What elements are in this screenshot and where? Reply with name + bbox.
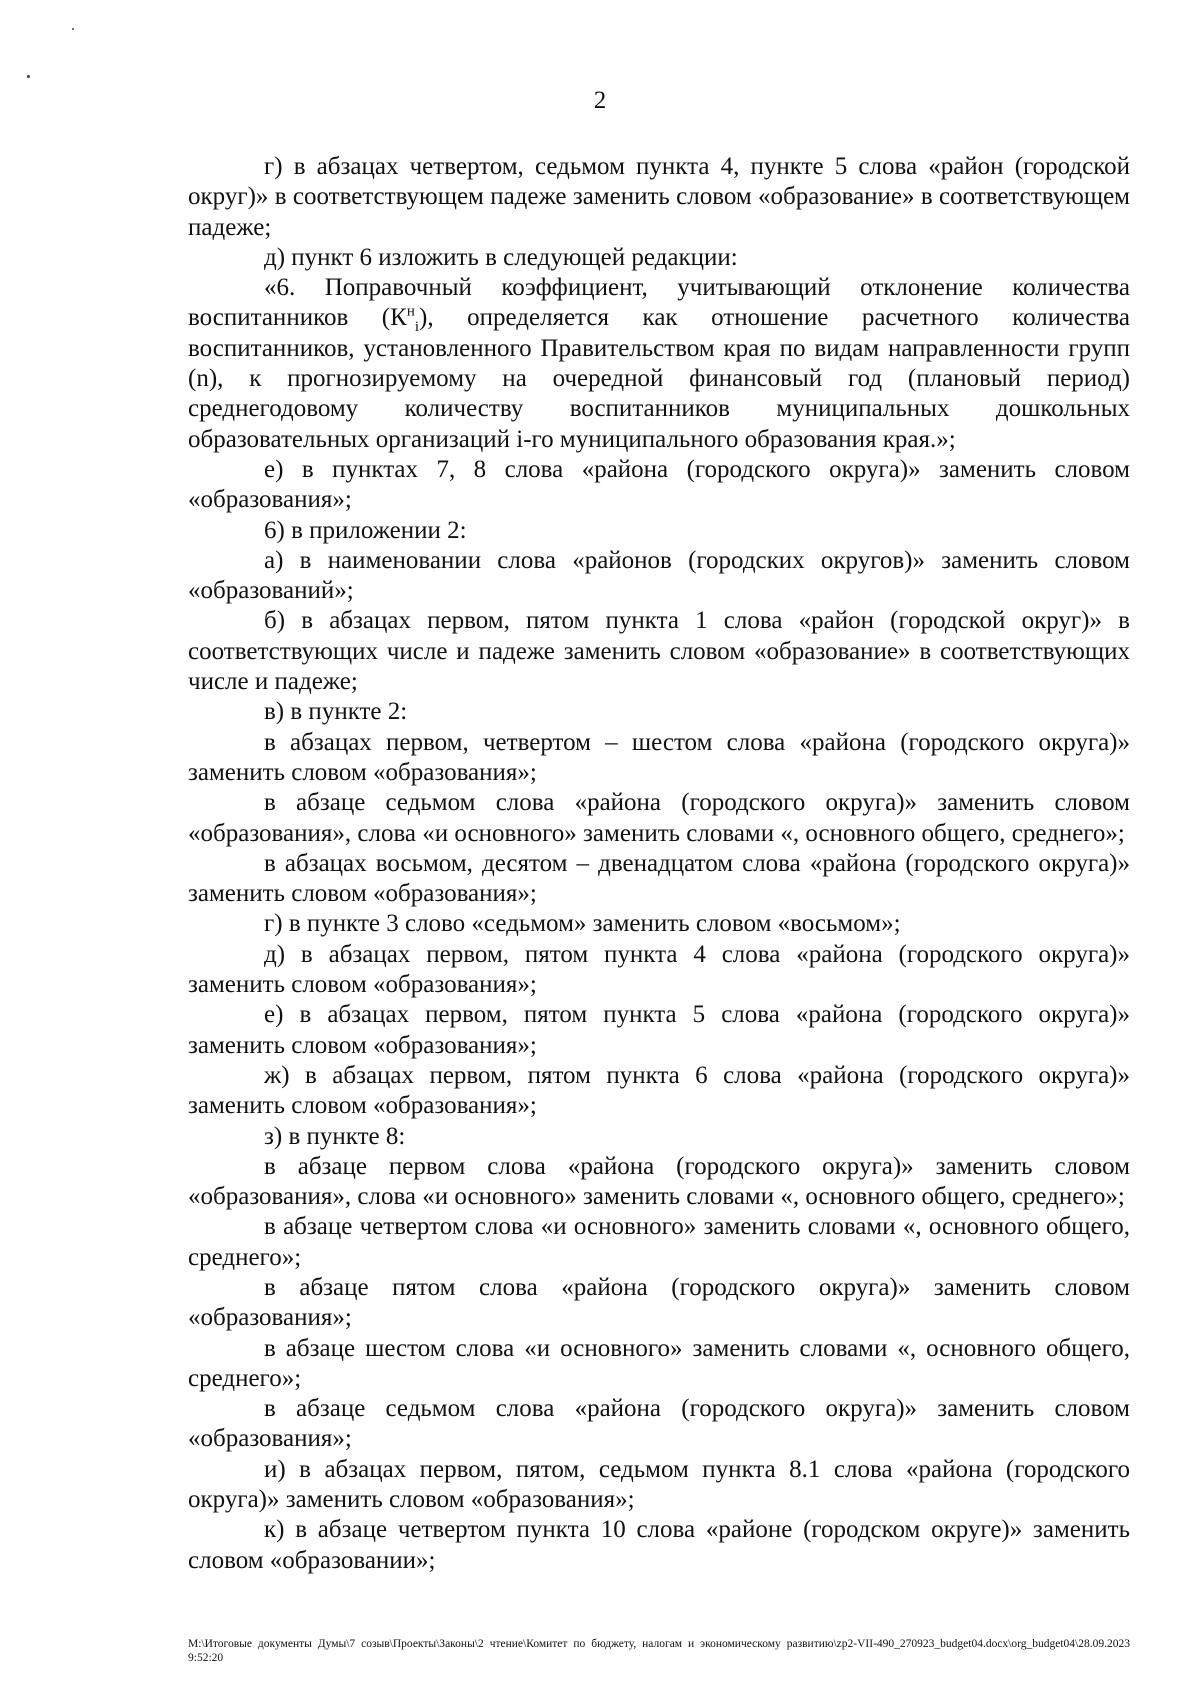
scan-speck [27, 75, 30, 78]
paragraph: д) в абзацах первом, пятом пункта 4 слова «района (городского округа)» заменить словом «образования»; [188, 940, 1130, 999]
paragraph: а) в наименовании слова «районов (городских округов)» заменить словом «образований»; [188, 546, 1130, 605]
paragraph-formula [188, 273, 1130, 455]
paragraph: в абзаце первом слова «района (городского округа)» заменить словом «образования», слова «и основного» заменить словами «, основного общего, среднего»; [188, 1152, 1130, 1211]
paragraph: в абзаце пятом слова «района (городского округа)» заменить словом «образования»; [188, 1273, 1130, 1332]
paragraph: г) в пункте 3 слово «седьмом» заменить словом «восьмом»; [264, 910, 901, 938]
document-body [188, 152, 1130, 1576]
paragraph: в абзаце седьмом слова «района (городского округа)» заменить словом «образования»; [188, 1395, 1130, 1453]
paragraph: к) в абзаце четвертом пункта 10 слова «районе (городском округе)» заменить словом «образовании»; [188, 1516, 1130, 1574]
paragraph: в абзаце четвертом слова «и основного» заменить словами «, основного общего, среднего»; [188, 1213, 1130, 1271]
paragraph: в абзацах восьмом, десятом – двенадцатом слова «района (городского округа)» заменить словом «образования»; [188, 849, 1130, 908]
paragraph: е) в пунктах 7, 8 слова «района (городского округа)» заменить словом «образования»; [188, 455, 1130, 514]
formula-superscript: н [406, 304, 415, 321]
paragraph: е) в абзацах первом, пятом пункта 5 слова «района (городского округа)» заменить словом «образования»; [188, 1001, 1130, 1059]
paragraph: в абзаце шестом слова «и основного» заменить словами «, основного общего, среднего»; [188, 1334, 1130, 1392]
formula-text: «6. Поправочный коэффициент, учитывающий отклонение количества воспитанников (К [188, 274, 1130, 332]
paragraph: г) в абзацах четвертом, седьмом пункта 4, пункте 5 слова «район (городской округ)» в соответствующем падеже заменить словом «образование» в соответствующем падеже; [188, 153, 1130, 241]
paragraph: в) в пункте 2: [264, 698, 408, 726]
formula-text: ), определяется как отношение расчетного количества воспитанников, установленного Правительством края по видам направленности групп (n), к прогнозируемому на очередной финансовый год (плановый период) среднегодовому количеству воспитанников муниципальных дошкольных образовательных организаций i-го муниципального образования края.»; [188, 304, 1130, 453]
paragraph: в абзацах первом, четвертом – шестом слова «района (городского округа)» заменить словом «образования»; [188, 728, 1130, 786]
paragraph: з) в пункте 8: [264, 1122, 406, 1150]
file-path-footer: M:\Итоговые документы Думы\7 созыв\Проекты\Законы\2 чтение\Комитет по бюджету, налогам и экономическому развитию\zp2-VII-490_270923_budget04.docx\org_budget04\28.09.2023 9:52:20 [188, 1638, 1130, 1664]
paragraph: д) пункт 6 изложить в следующей редакции: [264, 243, 738, 271]
formula-subscript: i [414, 319, 420, 336]
paragraph: и) в абзацах первом, пятом, седьмом пункта 8.1 слова «района (городского округа)» заменить словом «образования»; [188, 1455, 1130, 1514]
paragraph: ж) в абзацах первом, пятом пункта 6 слова «района (городского округа)» заменить словом «образования»; [188, 1061, 1130, 1120]
scan-speck [72, 28, 74, 30]
paragraph: в абзаце седьмом слова «района (городского округа)» заменить словом «образования», слова «и основного» заменить словами «, основного общего, среднего»; [188, 789, 1130, 847]
paragraph: 6) в приложении 2: [264, 516, 467, 544]
page-number: 2 [593, 87, 607, 114]
paragraph: б) в абзацах первом, пятом пункта 1 слова «район (городской округ)» в соответствующих числе и падеже заменить словом «образование» в соответствующих числе и падеже; [188, 607, 1130, 696]
